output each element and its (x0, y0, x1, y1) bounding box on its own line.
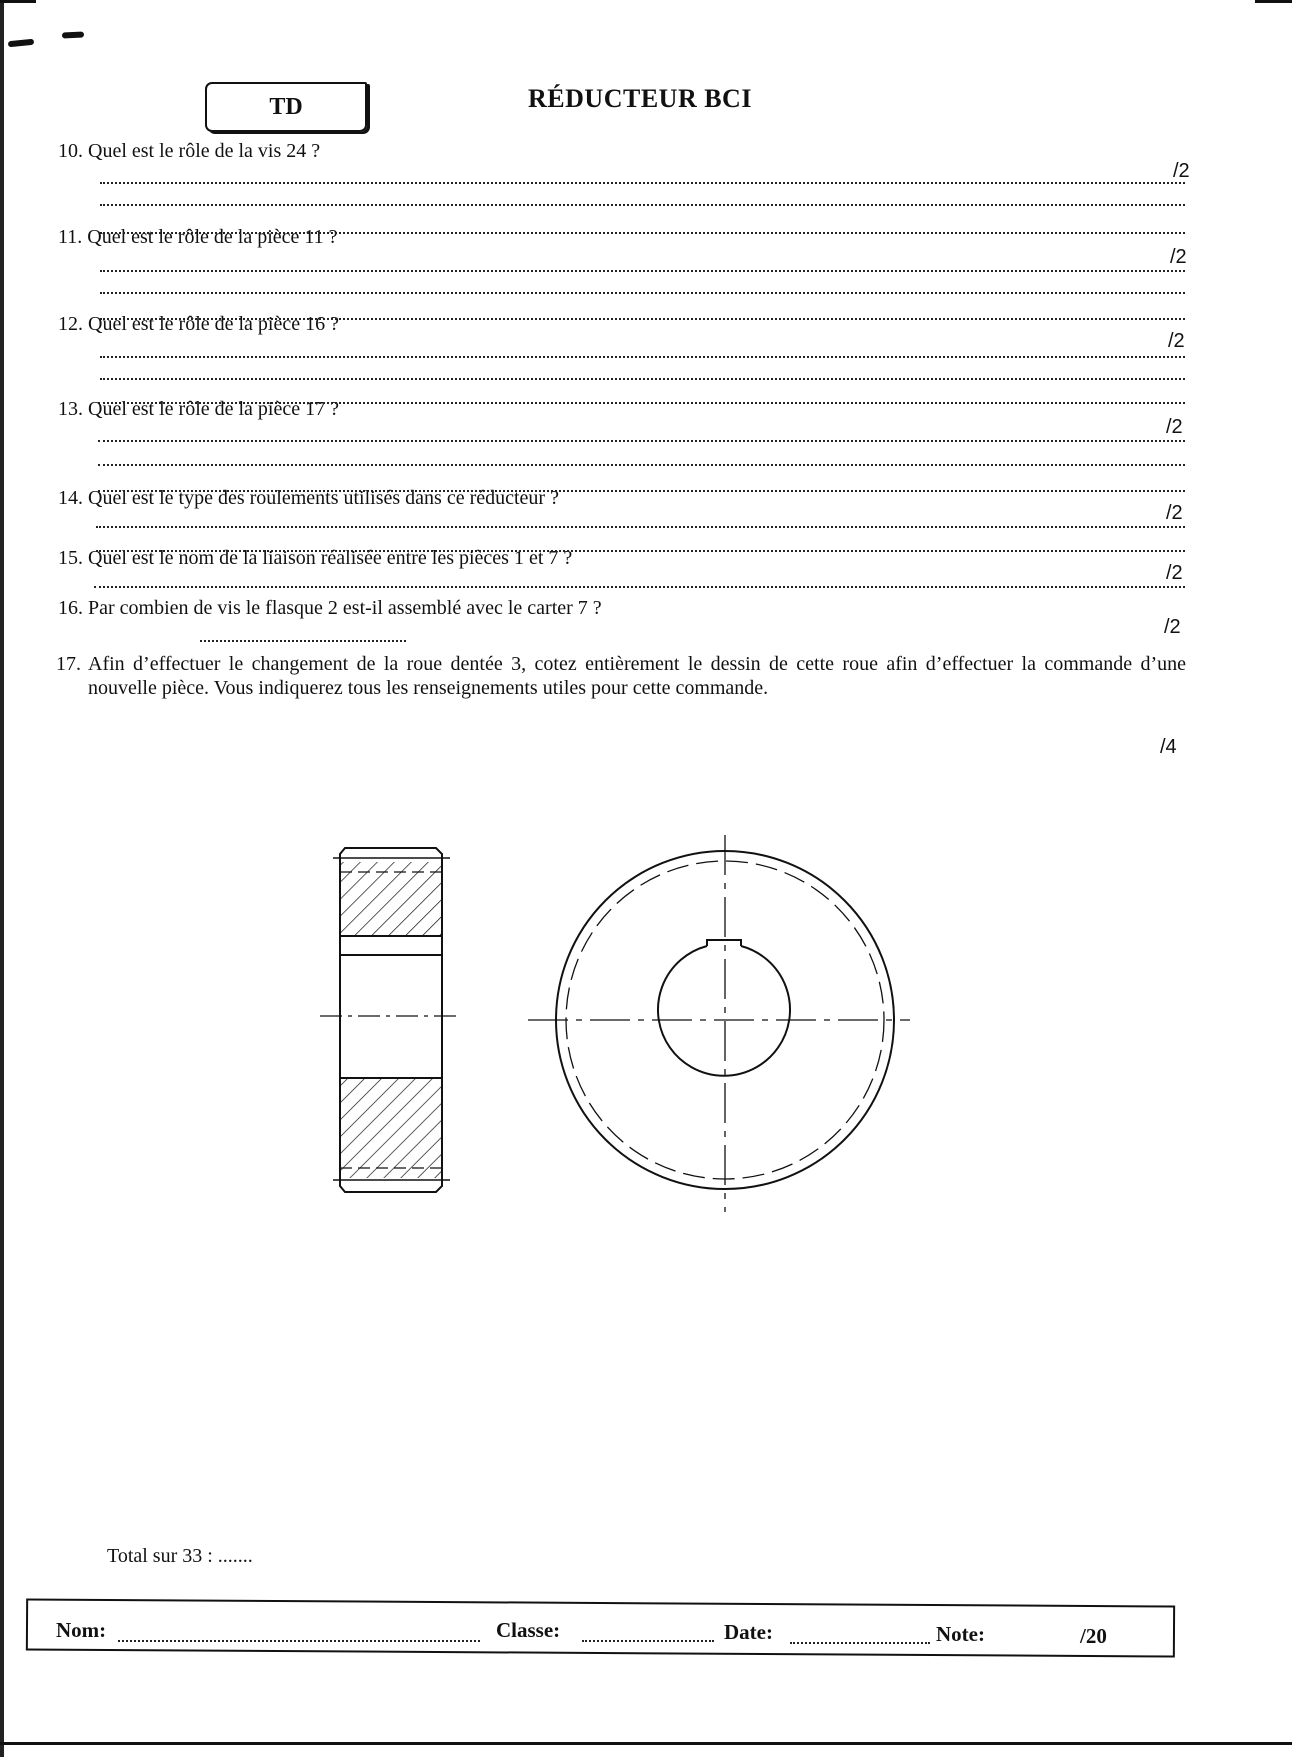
date-field[interactable] (790, 1642, 930, 1644)
page-title: RÉDUCTEUR BCI (528, 84, 752, 113)
question-points: /2 (1170, 246, 1187, 268)
note-total: /20 (1080, 1624, 1107, 1648)
question-points: /2 (1166, 562, 1183, 584)
question-text: Afin d’effectuer le changement de la roue dentée 3, cotez entièrement le dessin de cette roue afin d’effectuer la commande d’une nouvelle pièce. Vous indiquerez tous les renseignements utiles pour cette commande. (88, 653, 1186, 699)
question-16: 16. Par combien de vis le flasque 2 est-il assemblé avec le carter 7 ? (58, 597, 602, 619)
question-points: /2 (1166, 502, 1183, 524)
question-10: 10. Quel est le rôle de la vis 24 ? (58, 140, 321, 162)
question-points: /2 (1166, 416, 1183, 438)
question-14: 14. Quel est le type des roulements utilisés dans ce réducteur ? (58, 487, 559, 509)
gear-side-section (320, 848, 462, 1192)
question-points: /2 (1168, 330, 1185, 352)
question-points: /2 (1173, 160, 1190, 182)
td-badge: TD (205, 82, 367, 132)
question-12: 12. Quel est le rôle de la pièce 16 ? (58, 313, 339, 335)
note-label: Note: (936, 1622, 985, 1646)
question-number: 17. (56, 653, 81, 675)
nom-label: Nom: (56, 1618, 107, 1642)
classe-label: Classe: (496, 1618, 561, 1642)
question-points: /4 (1160, 736, 1177, 758)
question-points: /2 (1164, 616, 1181, 638)
gear-front-view (528, 835, 910, 1212)
student-info-box (26, 1598, 1175, 1657)
total-score: Total sur 33 : ....... (107, 1545, 253, 1567)
question-13: 13. Quel est le rôle de la pièce 17 ? (58, 398, 339, 420)
question-11: 11. Quel est le rôle de la pièce 11 ? (58, 226, 338, 248)
question-15: 15. Quel est le nom de la liaison réalisée entre les pièces 1 et 7 ? (58, 547, 573, 569)
bottom-rule (0, 1742, 1292, 1745)
date-label: Date: (724, 1620, 773, 1644)
nom-field[interactable] (118, 1640, 480, 1642)
classe-field[interactable] (582, 1640, 714, 1642)
